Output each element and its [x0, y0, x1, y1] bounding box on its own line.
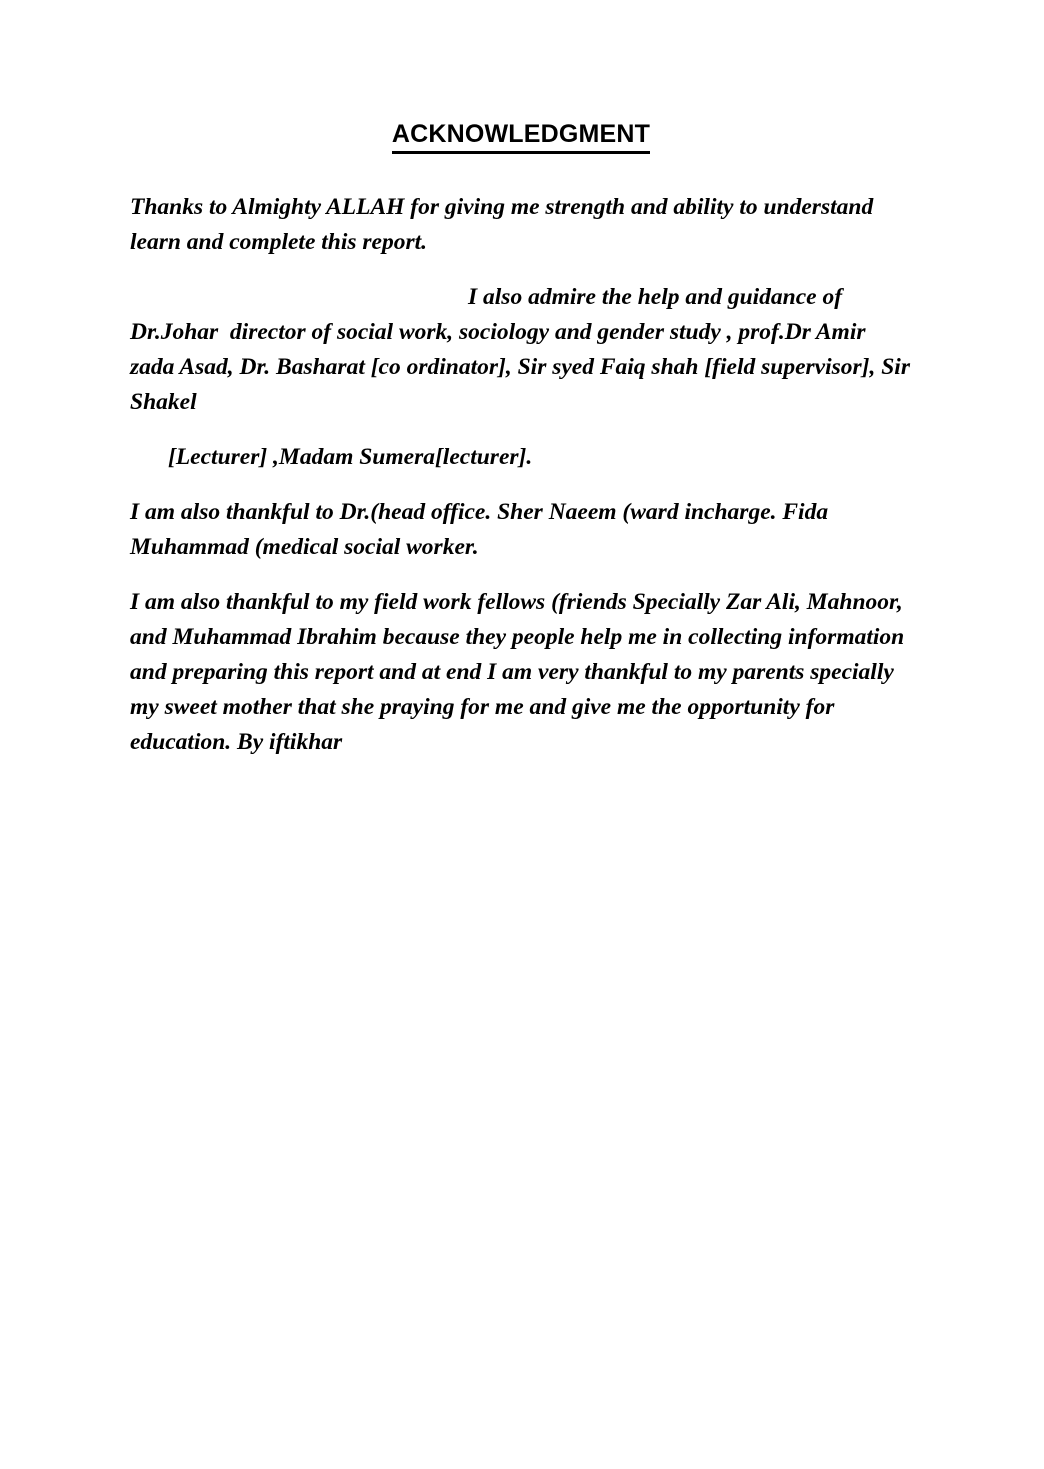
- paragraph-admire-guidance-body: Dr.Johar director of social work, sociology and gender study , prof.Dr Amir zada Asad, Dr. Basharat [co ordinator], Sir syed Faiq shah [field supervisor], Sir Shakel: [130, 318, 916, 415]
- paragraph-thankful-fellows: I am also thankful to my field work fellows (friends Specially Zar Ali, Mahnoor, and Muhammad Ibrahim because they people help me in collecting information and preparing this report and at end I am very thankful to my parents specially my sweet mother that she praying for me and give me the opportunity for education. By iftikhar: [130, 588, 911, 755]
- paragraph-thankful-head-office: I am also thankful to Dr.(head office. Sher Naeem (ward incharge. Fida Muhammad (medical social worker.: [130, 498, 834, 560]
- paragraph-thanks-allah: Thanks to Almighty ALLAH for giving me strength and ability to understand learn and complete this report.: [130, 193, 880, 255]
- page-title-text: ACKNOWLEDGMENT: [392, 120, 650, 154]
- paragraph-admire-guidance-lead: I also admire the help and guidance of: [468, 283, 848, 310]
- page-title: [130, 120, 912, 154]
- paragraph-lecturer: [Lecturer] ,Madam Sumera[lecturer].: [168, 443, 533, 470]
- document-body: [130, 120, 916, 760]
- paragraph-admire-guidance: [130, 280, 916, 420]
